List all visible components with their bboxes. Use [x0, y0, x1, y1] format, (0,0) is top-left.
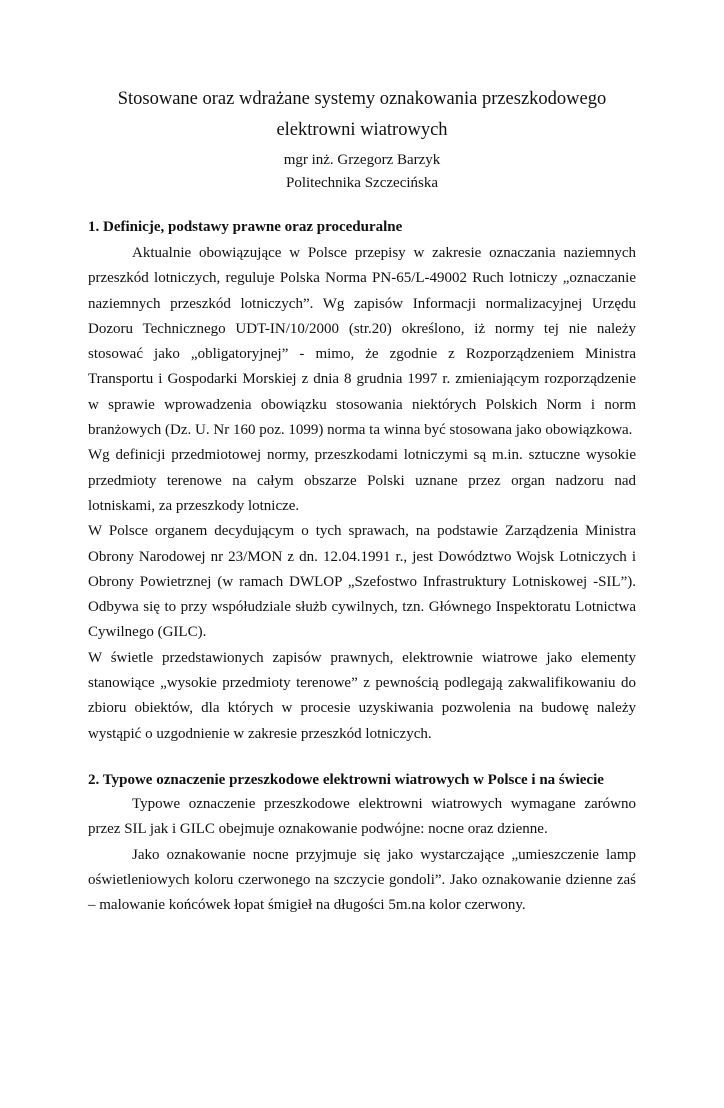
section-2 [88, 770, 636, 918]
paragraph: W świetle przedstawionych zapisów prawnych, elektrownie wiatrowe jako elementy stanowiące „wysokie przedmioty terenowe” z pewnością podlegają zakwalifikowaniu do zbioru obiektów, dla których w procesie uzyskiwania pozwolenia na budowę należy wystąpić o uzgodnienie w zakresie przeszkód lotniczych. [88, 649, 636, 742]
section-heading: 1. Definicje, podstawy prawne oraz proceduralne [88, 219, 403, 235]
document-page [0, 84, 724, 1108]
paragraph: Jako oznakowanie nocne przyjmuje się jako wystarczające „umieszczenie lamp oświetleniowych koloru czerwonego na szczycie gondoli”. Jako oznakowanie dzienne zaś – malowanie końcówek łopat śmigieł na długości 5m.na kolor czerwony. [88, 846, 636, 914]
paragraph: W Polsce organem decydującym o tych sprawach, na podstawie Zarządzenia Ministra Obrony Narodowej nr 23/MON z dn. 12.04.1991 r., jest Dowództwo Wojsk Lotniczych i Obrony Powietrznej (w ramach DWLOP „Szefostwo Infrastruktury Lotniskowej -SIL”). Odbywa się to przy współudziale służb cywilnych, tzn. Głównego Inspektoratu Lotnictwa Cywilnego (GILC). [88, 523, 636, 641]
paragraph: Typowe oznaczenie przeszkodowe elektrowni wiatrowych wymagane zarówno przez SIL jak i GILC obejmuje oznakowanie podwójne: nocne oraz dzienne. [88, 795, 636, 838]
paragraph: Wg definicji przedmiotowej normy, przeszkodami lotniczymi są m.in. sztuczne wysokie przedmioty terenowe na całym obszarze Polski uznane przez organ nadzoru nad lotniskami, za przeszkody lotnicze. [88, 447, 636, 514]
author-affiliation: Politechnika Szczecińska [285, 175, 439, 191]
author-name: mgr inż. Grzegorz Barzyk [283, 152, 441, 168]
document-title: Stosowane oraz wdrażane systemy oznakowania przeszkodowego elektrowni wiatrowych [117, 89, 607, 140]
section-heading: 2. Typowe oznaczenie przeszkodowe elektrowni wiatrowych w Polsce i na świecie [88, 771, 604, 788]
section-1 [88, 217, 636, 747]
paragraph: Aktualnie obowiązujące w Polsce przepisy w zakresie oznaczania naziemnych przeszkód lotniczych, reguluje Polska Norma PN-65/L-49002 Ruch lotniczy „oznaczanie naziemnych przeszkód lotniczych”. Wg zapisów Informacji normalizacyjnej Urzędu Dozoru Technicznego UDT-IN/10/2000 (str.20) określono, iż normy tej nie należy stosować jako „obligatoryjnej” - mimo, że zgodnie z Rozporządzeniem Ministra Transportu i Gospodarki Morskiej z dnia 8 grudnia 1997 r. zmieniającym rozporządzenie w sprawie wprowadzenia obowiązku stosowania niektórych Polskich Norm i norm branżowych (Dz. U. Nr 160 poz. 1099) norma ta winna być stosowana jako obowiązkowa. [88, 245, 636, 439]
